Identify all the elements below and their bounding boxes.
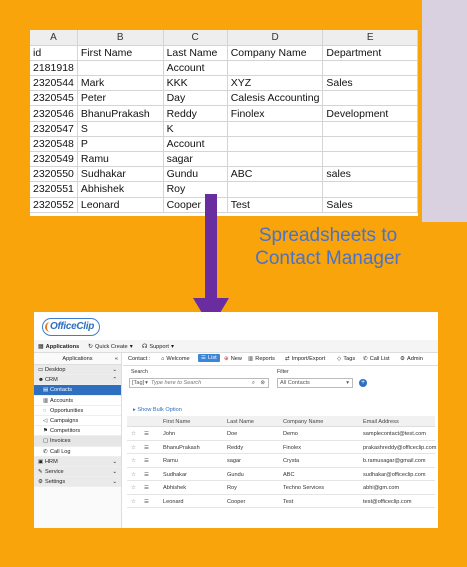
grid-cell: samplecontact@test.com <box>363 431 426 437</box>
spreadsheet-cell[interactable]: 2320549 <box>30 152 77 167</box>
tab-import-export-label: Import/Export <box>291 356 326 362</box>
cell-company-header[interactable]: Company Name <box>227 45 323 60</box>
sidebar-item-desktop[interactable] <box>34 365 121 375</box>
spreadsheet-cell[interactable]: Gundu <box>163 167 227 182</box>
table-row[interactable] <box>127 427 435 441</box>
contact-card-icon[interactable]: ☰ <box>144 431 150 437</box>
col-letter[interactable]: C <box>163 30 227 45</box>
spreadsheet-cell[interactable]: Abhishek <box>77 182 163 197</box>
spreadsheet-cell[interactable]: Development <box>323 106 418 121</box>
spreadsheet-cell[interactable]: sagar <box>163 152 227 167</box>
grid-cell[interactable]: Abhishek <box>163 485 187 491</box>
sidebar-item-service[interactable] <box>34 467 121 477</box>
caret-down-icon: ▾ <box>129 344 133 350</box>
grid-col-last-name[interactable]: Last Name <box>227 418 255 425</box>
grid-col-email[interactable]: Email Address <box>363 418 399 425</box>
tab-reports[interactable] <box>248 356 275 362</box>
spreadsheet-cell[interactable]: P <box>77 136 163 151</box>
spreadsheet-row <box>30 182 418 197</box>
spreadsheet-cell[interactable]: Account <box>163 136 227 151</box>
desktop-icon: ▭ <box>38 367 44 373</box>
chart-icon: ▥ <box>248 356 254 362</box>
spreadsheet-cell[interactable]: Test <box>227 197 323 212</box>
chevron-down-icon: ⌄ <box>112 479 117 486</box>
spreadsheet-cell[interactable]: ABC <box>227 167 323 182</box>
sidebar-item-label: HRM <box>45 458 58 465</box>
spreadsheet-cell[interactable]: 2320544 <box>30 76 77 91</box>
tab-call-list-label: Call List <box>369 356 390 362</box>
menubar <box>34 340 438 353</box>
home-icon: ⌂ <box>161 356 165 362</box>
cell-lastname-header[interactable]: Last Name <box>163 45 227 60</box>
spreadsheet-row <box>30 167 418 182</box>
support-menu[interactable] <box>142 343 174 350</box>
cell-id-header[interactable]: id <box>30 45 77 60</box>
tab-welcome-label: Welcome <box>166 356 190 362</box>
sidebar-item-accounts[interactable] <box>34 396 121 406</box>
search-filter-bar <box>127 368 427 394</box>
grid-cell[interactable]: Sudhakar <box>163 471 187 478</box>
spreadsheet-cell[interactable] <box>227 152 323 167</box>
filter-value: All Contacts <box>280 380 310 386</box>
phone-icon: ✆ <box>43 448 48 455</box>
cell-firstname-header[interactable]: First Name <box>77 45 163 60</box>
grid-cell: abhi@gm.com <box>363 485 400 491</box>
spreadsheet-row <box>30 106 418 121</box>
tab-reports-label: Reports <box>255 356 275 362</box>
grid-cell: Cooper <box>227 498 246 505</box>
contact-card-icon: ▤ <box>43 387 49 394</box>
show-bulk-option-link[interactable] <box>133 407 182 413</box>
sidebar-item-hrm[interactable] <box>34 457 121 467</box>
grid-col-first-name[interactable]: First Name <box>163 418 191 425</box>
grid-icon: ▦ <box>38 344 44 350</box>
spreadsheet-cell[interactable]: Roy <box>163 182 227 197</box>
spreadsheet-cell[interactable]: 2181918 <box>30 60 77 75</box>
spreadsheet-cell[interactable]: KKK <box>163 76 227 91</box>
sidebar-item-label: Service <box>45 468 64 475</box>
contact-label <box>128 356 150 362</box>
grid-cell: sagar <box>227 458 241 464</box>
filter-select[interactable] <box>277 378 353 388</box>
bulk-option-label: Show Bulk Option <box>137 407 182 413</box>
table-row[interactable] <box>127 481 435 495</box>
clear-icon[interactable]: ⊗ <box>260 380 265 386</box>
col-letter[interactable]: A <box>30 30 77 45</box>
sidebar-item-label: Opportunities <box>50 407 84 414</box>
spreadsheet-cell[interactable]: Sudhakar <box>77 167 163 182</box>
grid-header <box>127 416 435 427</box>
column-letters-row <box>30 30 418 45</box>
caption <box>228 224 428 270</box>
spreadsheet-cell[interactable] <box>227 60 323 75</box>
spreadsheet-cell[interactable] <box>323 136 418 151</box>
sidebar-item-label: Call Log <box>50 448 71 455</box>
sidebar-header <box>34 353 121 365</box>
sidebar-item-label: Campaigns <box>50 417 79 424</box>
chevron-down-icon: ⌄ <box>112 367 117 373</box>
list-icon: ☰ <box>201 355 207 361</box>
caption-line-2: Contact Manager <box>255 248 401 269</box>
grid-cell: ABC <box>283 471 295 478</box>
refresh-icon: ↻ <box>88 344 94 350</box>
spreadsheet-cell[interactable]: 2320550 <box>30 167 77 182</box>
grid-cell: Reddy <box>227 444 244 451</box>
headset-icon: ☊ <box>142 344 148 350</box>
spreadsheet-cell[interactable]: 2320548 <box>30 136 77 151</box>
search-input[interactable] <box>129 378 269 388</box>
arrow-shaft <box>205 194 217 304</box>
spreadsheet-cell[interactable]: Ramu <box>77 152 163 167</box>
officeclip-logo[interactable] <box>42 318 100 336</box>
spreadsheet-cell[interactable] <box>323 121 418 136</box>
tab-new-label: New <box>230 356 242 362</box>
wrench-icon: ✎ <box>38 468 43 475</box>
search-icon[interactable]: ⌕ <box>251 380 255 386</box>
spreadsheet-cell[interactable]: Mark <box>77 76 163 91</box>
tab-new[interactable] <box>224 356 242 362</box>
spreadsheet-cell[interactable]: Sales <box>323 197 418 212</box>
tab-call-list[interactable] <box>363 356 390 362</box>
star-icon[interactable]: ☆ <box>131 471 137 478</box>
support-label: Support <box>149 343 169 350</box>
search-label: Search <box>131 369 148 375</box>
spreadsheet-cell[interactable]: Day <box>163 91 227 106</box>
spreadsheet-cell[interactable]: 2320547 <box>30 121 77 136</box>
grid-cell: sudhakar@officeclip.com <box>363 471 426 478</box>
quick-create-label: Quick Create <box>95 343 128 350</box>
flag-icon: ⚑ <box>43 428 49 435</box>
grid-cell[interactable]: Ramu <box>163 458 178 464</box>
gear-icon: ⚙ <box>400 356 406 362</box>
spreadsheet-cell[interactable]: K <box>163 121 227 136</box>
spreadsheet-cell[interactable]: S <box>77 121 163 136</box>
plus-circle-icon: ⊕ <box>224 356 229 362</box>
tab-list[interactable] <box>198 354 220 362</box>
contact-tabs <box>123 353 438 366</box>
spreadsheet-cell[interactable]: Leonard <box>77 197 163 212</box>
tab-welcome[interactable] <box>161 356 190 362</box>
sidebar-item-label: Competitors <box>50 428 81 435</box>
star-icon[interactable]: ☆ <box>131 458 137 464</box>
star-icon[interactable]: ☆ <box>131 444 137 451</box>
spreadsheet-cell[interactable]: 2320551 <box>30 182 77 197</box>
sidebar-item-label: Desktop <box>45 367 66 373</box>
caption-line-1: Spreadsheets to <box>258 225 398 246</box>
tab-list-label: List <box>208 355 217 361</box>
sidebar-item-contacts[interactable] <box>34 385 121 395</box>
app-screenshot <box>34 312 438 528</box>
spreadsheet-row <box>30 76 418 91</box>
grid-col-company[interactable]: Company Name <box>283 418 324 425</box>
contact-card-icon[interactable]: ☰ <box>144 485 150 491</box>
star-icon[interactable]: ☆ <box>131 485 137 491</box>
users-icon: ☻ <box>38 377 44 384</box>
logo-bar <box>34 312 438 340</box>
contacts-grid <box>127 416 435 508</box>
spreadsheet-cell[interactable]: BhanuPrakash <box>77 106 163 121</box>
spreadsheet-cell[interactable]: Finolex <box>227 106 323 121</box>
spreadsheet-cell[interactable] <box>323 182 418 197</box>
grid-cell: Test <box>283 498 294 505</box>
lavender-panel <box>422 0 467 222</box>
caret-right-icon: ▸ <box>133 407 136 413</box>
cell-department-header[interactable]: Department <box>323 45 418 60</box>
sidebar-item-competitors[interactable] <box>34 426 121 436</box>
quick-create-menu[interactable] <box>88 343 133 350</box>
spreadsheet-row <box>30 91 418 106</box>
chevron-down-icon: ⌄ <box>112 468 117 475</box>
tab-admin-label: Admin <box>407 356 423 362</box>
grid-cell[interactable]: John <box>163 431 176 437</box>
table-row[interactable] <box>127 495 435 509</box>
spreadsheet-cell[interactable] <box>323 152 418 167</box>
table-row[interactable] <box>127 454 435 468</box>
sidebar-item-label: Invoices <box>50 438 71 445</box>
grid-cell[interactable]: Leonard <box>163 498 184 505</box>
spreadsheet <box>30 30 418 216</box>
col-letter[interactable]: E <box>323 30 418 45</box>
sidebar <box>34 353 122 528</box>
tab-admin[interactable] <box>400 356 423 362</box>
spreadsheet-cell[interactable]: XYZ <box>227 76 323 91</box>
gear-icon: ⚙ <box>38 479 44 486</box>
caret-down-icon: ▾ <box>170 344 174 350</box>
grid-cell: test@officeclip.com <box>363 498 412 505</box>
spreadsheet-cell[interactable]: Sales <box>323 76 418 91</box>
sidebar-item-label: Contacts <box>50 387 73 394</box>
contact-card-icon[interactable]: ☰ <box>144 471 150 478</box>
grid-cell: prakashreddy@officeclip.com <box>363 444 437 451</box>
sidebar-item-opportunities[interactable] <box>34 406 121 416</box>
sidebar-item-crm[interactable] <box>34 375 121 385</box>
contact-card-icon[interactable]: ☰ <box>144 458 150 464</box>
contact-label-text: Contact : <box>128 356 151 362</box>
search-placeholder: Type here to Search <box>150 380 202 386</box>
spreadsheet-cell[interactable] <box>77 60 163 75</box>
caret-down-icon: ▾ <box>346 380 349 386</box>
spreadsheet-cell[interactable]: Peter <box>77 91 163 106</box>
spreadsheet-row <box>30 60 418 75</box>
contact-card-icon[interactable]: ☰ <box>144 498 150 505</box>
logo-text: OfficeClip <box>50 321 95 332</box>
grid-cell: Finolex <box>283 444 302 451</box>
grid-cell[interactable]: BhanuPrakash <box>163 444 200 451</box>
star-icon[interactable]: ☆ <box>131 498 137 505</box>
grid-cell: Crysta <box>283 458 300 464</box>
megaphone-icon: ◁ <box>43 417 48 424</box>
spreadsheet-cell[interactable]: Reddy <box>163 106 227 121</box>
spreadsheet-cell[interactable] <box>227 121 323 136</box>
table-row[interactable] <box>127 441 435 455</box>
spreadsheet-row <box>30 152 418 167</box>
arrows-icon: ⇄ <box>285 356 290 362</box>
tab-tags-label: Tags <box>343 356 356 362</box>
sidebar-item-label: CRM <box>45 377 58 384</box>
col-letter[interactable]: B <box>77 30 163 45</box>
invoice-icon: ▢ <box>43 438 49 445</box>
applications-menu[interactable] <box>38 343 79 350</box>
lightbulb-icon: ◌ <box>43 407 47 414</box>
spreadsheet-cell[interactable]: 2320552 <box>30 197 77 212</box>
tag-selector[interactable]: [Tag] <box>132 380 145 386</box>
col-letter[interactable]: D <box>227 30 323 45</box>
spreadsheet-cell[interactable]: Calesis Accounting <box>227 91 323 106</box>
sidebar-item-label: Accounts <box>50 397 74 404</box>
tab-tags[interactable] <box>337 356 355 362</box>
sidebar-title: Applications <box>62 356 93 362</box>
grid-cell: b.ramusagar@gmail.com <box>363 458 426 464</box>
filter-label: Filter <box>277 369 289 375</box>
grid-cell: Doe <box>227 431 238 437</box>
spreadsheet-cell[interactable]: Cooper <box>163 197 227 212</box>
applications-label: Applications <box>45 343 80 350</box>
sidebar-item-campaigns[interactable] <box>34 416 121 426</box>
building-icon: ▥ <box>43 397 49 404</box>
chevron-up-icon: ⌃ <box>112 377 117 384</box>
grid-cell: Techno Services <box>283 485 325 491</box>
contact-card-icon[interactable]: ☰ <box>144 444 150 451</box>
spreadsheet-cell[interactable] <box>227 136 323 151</box>
header-row <box>30 45 418 60</box>
table-row[interactable] <box>127 468 435 482</box>
spreadsheet-cell[interactable]: 2320545 <box>30 91 77 106</box>
sidebar-item-label: Settings <box>45 479 66 486</box>
star-icon[interactable]: ☆ <box>131 431 137 437</box>
collapse-icon[interactable]: « <box>114 356 118 362</box>
spreadsheet-cell[interactable]: 2320546 <box>30 106 77 121</box>
spreadsheet-cell[interactable] <box>323 60 418 75</box>
spreadsheet-row <box>30 136 418 151</box>
phone-icon: ✆ <box>363 356 368 362</box>
caret-down-icon: ▾ <box>145 380 148 386</box>
spreadsheet-row <box>30 197 418 212</box>
clipboard-icon: ▣ <box>38 458 44 465</box>
sidebar-item-settings[interactable] <box>34 477 121 487</box>
grid-cell: Gundu <box>227 471 244 478</box>
spreadsheet-cell[interactable] <box>227 182 323 197</box>
add-filter-button[interactable]: + <box>360 379 366 386</box>
main-content <box>123 353 438 528</box>
grid-cell: Roy <box>227 485 237 491</box>
sidebar-item-call-log[interactable] <box>34 447 121 457</box>
tab-import-export[interactable] <box>285 356 325 362</box>
spreadsheet-cell[interactable]: Account <box>163 60 227 75</box>
chevron-down-icon: ⌄ <box>112 458 117 465</box>
sidebar-item-invoices[interactable] <box>34 436 121 446</box>
tag-icon: ◇ <box>337 356 342 362</box>
spreadsheet-cell[interactable] <box>323 91 418 106</box>
spreadsheet-cell[interactable]: sales <box>323 167 418 182</box>
spreadsheet-row <box>30 121 418 136</box>
grid-cell: Demo <box>283 431 298 437</box>
